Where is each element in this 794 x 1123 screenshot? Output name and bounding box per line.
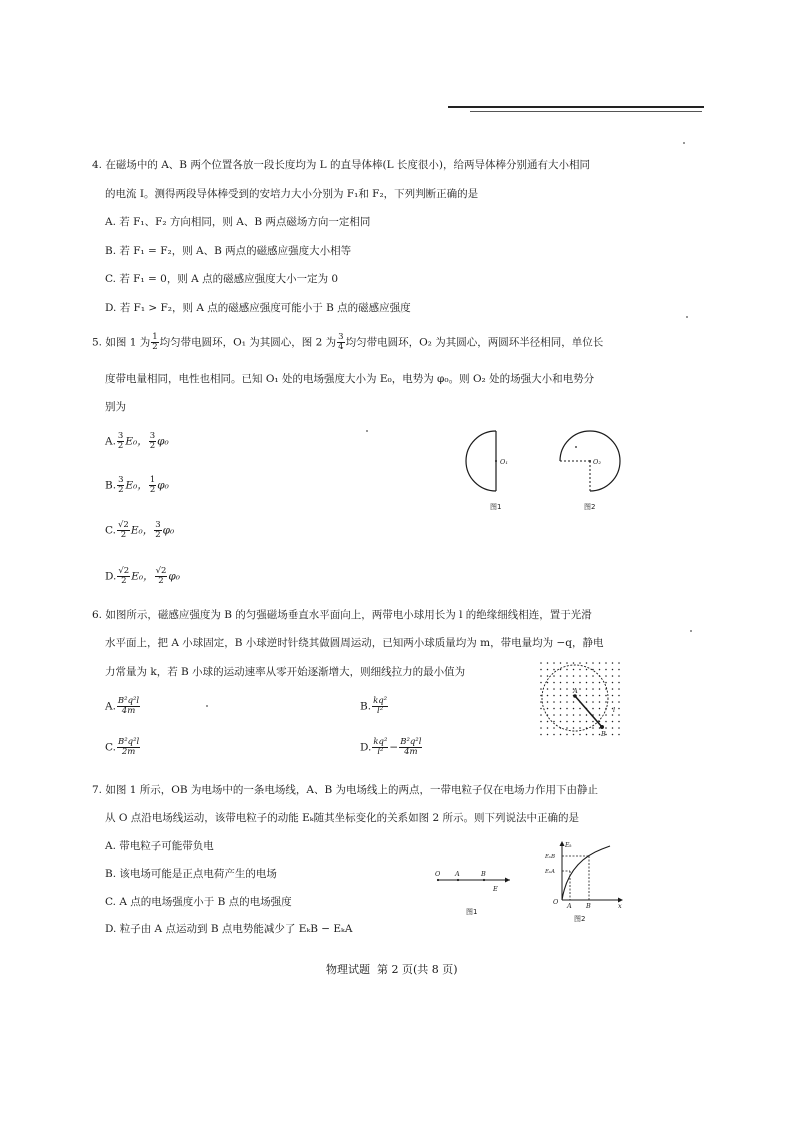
q7-option-c[interactable]: C. A 点的电场强度小于 B 点的电场强度 <box>105 896 292 908</box>
field-dot <box>553 721 555 723</box>
field-dot <box>605 721 607 723</box>
field-dot <box>566 695 568 697</box>
q6-option-c[interactable]: C. $\frac{\text{B²q²l}}{2m}$ <box>105 737 140 757</box>
field-dot <box>605 682 607 684</box>
field-dot <box>579 727 581 729</box>
field-dot <box>560 714 562 716</box>
field-dot <box>540 662 542 664</box>
label-o1: O₁ <box>500 458 508 466</box>
label-a: A <box>455 870 460 878</box>
field-dot <box>566 721 568 723</box>
point-a <box>457 879 459 881</box>
field-dot <box>553 682 555 684</box>
field-dot <box>566 662 568 664</box>
q5-figure-2 <box>550 425 640 515</box>
scan-speck <box>366 430 368 432</box>
field-dot <box>618 734 620 736</box>
field-dot <box>586 714 588 716</box>
q6-stem-line1: 6. 如图所示，磁感应强度为 B 的匀强磁场垂直水平面向上，两带电小球用长为 l 的绝缘细线相连，置于光滑 <box>92 609 592 621</box>
field-dot <box>605 701 607 703</box>
field-dot <box>618 695 620 697</box>
field-dot <box>573 701 575 703</box>
field-dot <box>599 662 601 664</box>
eka-label: EₖA <box>545 869 555 875</box>
field-dot <box>599 701 601 703</box>
field-dot <box>579 708 581 710</box>
field-dot <box>618 675 620 677</box>
field-dot <box>553 675 555 677</box>
field-dot <box>612 688 614 690</box>
field-dot <box>586 695 588 697</box>
field-dot <box>592 688 594 690</box>
field-dot <box>612 701 614 703</box>
field-dot <box>618 669 620 671</box>
field-dot <box>573 682 575 684</box>
b-tick-label: B <box>586 902 591 910</box>
center-o2-dot <box>589 460 591 462</box>
scan-speck <box>686 316 688 318</box>
field-dot <box>553 701 555 703</box>
field-dot <box>547 662 549 664</box>
field-dot <box>579 662 581 664</box>
ring-mark-dot <box>575 446 577 448</box>
center-o1-dot <box>495 460 497 462</box>
field-dot <box>573 675 575 677</box>
q4-option-a[interactable]: A. 若 F₁、F₂ 方向相同，则 A、B 两点磁场方向一定相同 <box>105 216 371 228</box>
field-dot <box>573 662 575 664</box>
field-dot <box>540 708 542 710</box>
figure-2-caption: 图2 <box>584 503 596 511</box>
q5-option-c[interactable]: C. $\frac{√2}{2}$ E₀， $\frac{3}{2}$ φ₀ <box>105 520 175 540</box>
field-dot <box>586 688 588 690</box>
field-dot <box>553 727 555 729</box>
q7-option-a[interactable]: A. 带电粒子可能带负电 <box>105 840 214 852</box>
field-dot <box>618 708 620 710</box>
field-dot <box>547 734 549 736</box>
field-dot <box>599 695 601 697</box>
field-dot <box>612 695 614 697</box>
field-dot <box>592 708 594 710</box>
field-dot <box>599 727 601 729</box>
field-dot <box>566 688 568 690</box>
q7-figure-2 <box>538 838 628 926</box>
half-ring-arc <box>466 431 496 491</box>
field-dot <box>540 675 542 677</box>
field-dot <box>547 727 549 729</box>
page-footer: 物理试题 第 2 页(共 8 页) <box>326 963 458 976</box>
field-dot <box>566 734 568 736</box>
field-dot <box>566 727 568 729</box>
field-dot <box>599 688 601 690</box>
q5-option-d[interactable]: D. $\frac{√2}{2}$ E₀， $\frac{√2}{2}$ φ₀ <box>105 566 180 586</box>
q6-option-b[interactable]: B. $\frac{\text{kq²}}{\text{l²}}$ <box>360 696 388 716</box>
field-dot <box>553 662 555 664</box>
field-dot <box>605 675 607 677</box>
field-dot <box>586 669 588 671</box>
point-b <box>483 879 485 881</box>
field-dot <box>547 695 549 697</box>
field-dot <box>540 688 542 690</box>
field-dot <box>540 669 542 671</box>
header-rule-thin <box>470 111 702 112</box>
scan-speck <box>683 142 685 144</box>
field-dot <box>579 669 581 671</box>
field-dot <box>579 682 581 684</box>
field-dot <box>579 734 581 736</box>
field-dot <box>605 695 607 697</box>
field-dot <box>560 721 562 723</box>
field-dot <box>573 734 575 736</box>
field-dot <box>618 662 620 664</box>
q7-figure-1 <box>430 865 520 920</box>
q6-stem-line2: 水平面上，把 A 小球固定，B 小球逆时针绕其做圆周运动，已知两小球质量均为 m，带电量均为 −q，静电 <box>105 637 604 649</box>
field-line-arrow <box>505 878 510 883</box>
field-dot <box>560 688 562 690</box>
field-dot <box>592 695 594 697</box>
label-e: E <box>493 885 498 893</box>
field-dot <box>586 675 588 677</box>
field-dot <box>573 727 575 729</box>
field-dot <box>560 695 562 697</box>
label-b: B <box>481 870 486 878</box>
field-dot <box>599 682 601 684</box>
label-a: A <box>573 687 578 695</box>
a-tick-label: A <box>567 902 572 910</box>
field-dot <box>592 675 594 677</box>
y-axis-arrow <box>560 841 565 846</box>
field-dot <box>579 721 581 723</box>
header-rule <box>448 106 704 108</box>
field-dot <box>547 675 549 677</box>
figure-2-caption: 图2 <box>574 915 586 923</box>
label-o: O <box>435 870 441 878</box>
q4-option-b[interactable]: B. 若 F₁ = F₂，则 A、B 两点的磁感应强度大小相等 <box>105 245 352 257</box>
field-dot <box>612 721 614 723</box>
field-dot <box>547 721 549 723</box>
field-dot <box>612 662 614 664</box>
field-dot <box>586 701 588 703</box>
field-dot <box>599 708 601 710</box>
q6-stem-line3: 力常量为 k，若 B 小球的运动速率从零开始逐渐增大，则细线拉力的最小值为 <box>105 666 466 678</box>
field-dot <box>618 721 620 723</box>
q6-option-d[interactable]: D. $\frac{\text{kq²}}{\text{l²}}$ − $\frac{\text{B²q²l}}{4m}$ <box>360 737 422 757</box>
scan-speck <box>206 705 208 707</box>
field-dot <box>599 669 601 671</box>
field-dot <box>566 669 568 671</box>
field-dot <box>618 714 620 716</box>
q4-option-d[interactable]: D. 若 F₁ > F₂，则 A 点的磁感应强度可能小于 B 点的磁感应强度 <box>105 302 411 314</box>
figure-1-caption: 图1 <box>490 503 502 511</box>
field-dot <box>605 714 607 716</box>
field-dot <box>573 708 575 710</box>
field-dot <box>586 682 588 684</box>
field-dot <box>592 662 594 664</box>
field-dot <box>618 688 620 690</box>
scan-speck <box>690 630 692 632</box>
field-dot <box>560 734 562 736</box>
ekb-label: EₖB <box>545 854 556 860</box>
q5-option-a[interactable]: A. $\frac{3}{2}$ E₀， $\frac{3}{2}$ φ₀ <box>105 431 169 451</box>
field-dot <box>553 669 555 671</box>
field-dot <box>560 708 562 710</box>
field-dot <box>560 682 562 684</box>
field-dot <box>618 727 620 729</box>
q6-option-a[interactable]: A. $\frac{\text{B²q²l}}{4m}$ <box>105 696 140 716</box>
field-dot <box>566 708 568 710</box>
q7-option-d[interactable]: D. 粒子由 A 点运动到 B 点电势能减少了 EₖB − EₖA <box>105 923 353 935</box>
field-dot <box>553 734 555 736</box>
field-dot <box>612 714 614 716</box>
q7-stem-line1: 7. 如图 1 所示，OB 为电场中的一条电场线，A、B 为电场线上的两点，一带电粒子仅在电场力作用下由静止 <box>92 784 599 796</box>
q5-stem-line1: 5. 如图 1 为 $\frac{1}{2}$ 均匀带电圆环，O₁ 为其圆心，图 2 为 $\frac{3}{4}$ 均匀带电圆环，O₂ 为其圆心，两圆环半径相同，单位长 <box>92 332 604 352</box>
field-dot <box>540 695 542 697</box>
string-line <box>575 696 602 727</box>
field-dot <box>547 701 549 703</box>
q5-stem-line2: 度带电量相同，电性也相同。已知 O₁ 处的电场强度大小为 E₀，电势为 φ₀。则 O₂ 处的场强大小和电势分 <box>105 373 595 385</box>
label-o2: O₂ <box>593 458 601 466</box>
field-dot <box>560 662 562 664</box>
field-dot <box>612 675 614 677</box>
field-dot <box>573 721 575 723</box>
point-o <box>437 879 439 881</box>
q7-stem-line2: 从 O 点沿电场线运动，该带电粒子的动能 Eₖ随其坐标变化的关系如图 2 所示。则下列说法中正确的是 <box>105 812 579 824</box>
field-dot <box>592 682 594 684</box>
q5-figure-1 <box>460 425 530 515</box>
field-dot <box>579 695 581 697</box>
q4-stem-line1: 4. 在磁场中的 A、B 两个位置各放一段长度均为 L 的直导体棒(L 长度很小)，给两导体棒分别通有大小相同 <box>92 159 590 171</box>
field-dot <box>592 721 594 723</box>
field-dot <box>547 708 549 710</box>
field-dot <box>618 682 620 684</box>
field-dot <box>592 734 594 736</box>
q6-figure <box>538 660 623 740</box>
field-dot <box>540 734 542 736</box>
field-dot <box>586 662 588 664</box>
field-dot <box>605 669 607 671</box>
field-dot <box>547 669 549 671</box>
field-dot <box>605 662 607 664</box>
figure-1-caption: 图1 <box>466 908 478 916</box>
q4-stem-line2: 的电流 I。测得两段导体棒受到的安培力大小分别为 F₁和 F₂，下列判断正确的是 <box>105 188 479 200</box>
field-dot <box>547 688 549 690</box>
orbit-circle <box>542 665 608 731</box>
field-dot <box>579 688 581 690</box>
field-dot <box>612 669 614 671</box>
q5-option-b[interactable]: B. $\frac{3}{2}$ E₀， $\frac{1}{2}$ φ₀ <box>105 475 169 495</box>
ek-curve <box>562 846 610 900</box>
label-b: B <box>601 730 606 738</box>
field-dot <box>560 669 562 671</box>
field-dot <box>573 669 575 671</box>
field-dot <box>540 701 542 703</box>
y-axis-label: Eₖ <box>565 842 572 849</box>
field-dot <box>566 682 568 684</box>
field-dot <box>540 682 542 684</box>
field-dot <box>612 682 614 684</box>
field-dot <box>605 727 607 729</box>
x-axis-label: x <box>618 902 622 910</box>
field-dot <box>540 721 542 723</box>
field-dot <box>547 682 549 684</box>
field-dot <box>612 734 614 736</box>
field-dot <box>540 714 542 716</box>
field-dot <box>566 701 568 703</box>
field-dot <box>599 714 601 716</box>
field-dot <box>618 701 620 703</box>
field-dot <box>560 701 562 703</box>
q5-stem-line3: 别为 <box>105 401 126 413</box>
field-dot <box>553 688 555 690</box>
field-dot <box>573 714 575 716</box>
field-dot <box>560 675 562 677</box>
origin-label: O <box>553 898 559 906</box>
field-dot <box>553 695 555 697</box>
field-dot <box>540 727 542 729</box>
q4-option-c[interactable]: C. 若 F₁ = 0，则 A 点的磁感应强度大小一定为 0 <box>105 273 339 285</box>
field-dot <box>612 727 614 729</box>
field-dot <box>592 701 594 703</box>
field-dot <box>592 727 594 729</box>
field-dot <box>566 675 568 677</box>
field-dot <box>579 675 581 677</box>
q7-option-b[interactable]: B. 该电场可能是正点电荷产生的电场 <box>105 868 277 880</box>
field-dot <box>586 734 588 736</box>
label-l: l <box>613 706 616 714</box>
field-dot <box>566 714 568 716</box>
field-dot <box>553 708 555 710</box>
field-dot <box>586 721 588 723</box>
field-dot <box>553 714 555 716</box>
field-dot <box>579 714 581 716</box>
ball-b <box>600 725 604 729</box>
